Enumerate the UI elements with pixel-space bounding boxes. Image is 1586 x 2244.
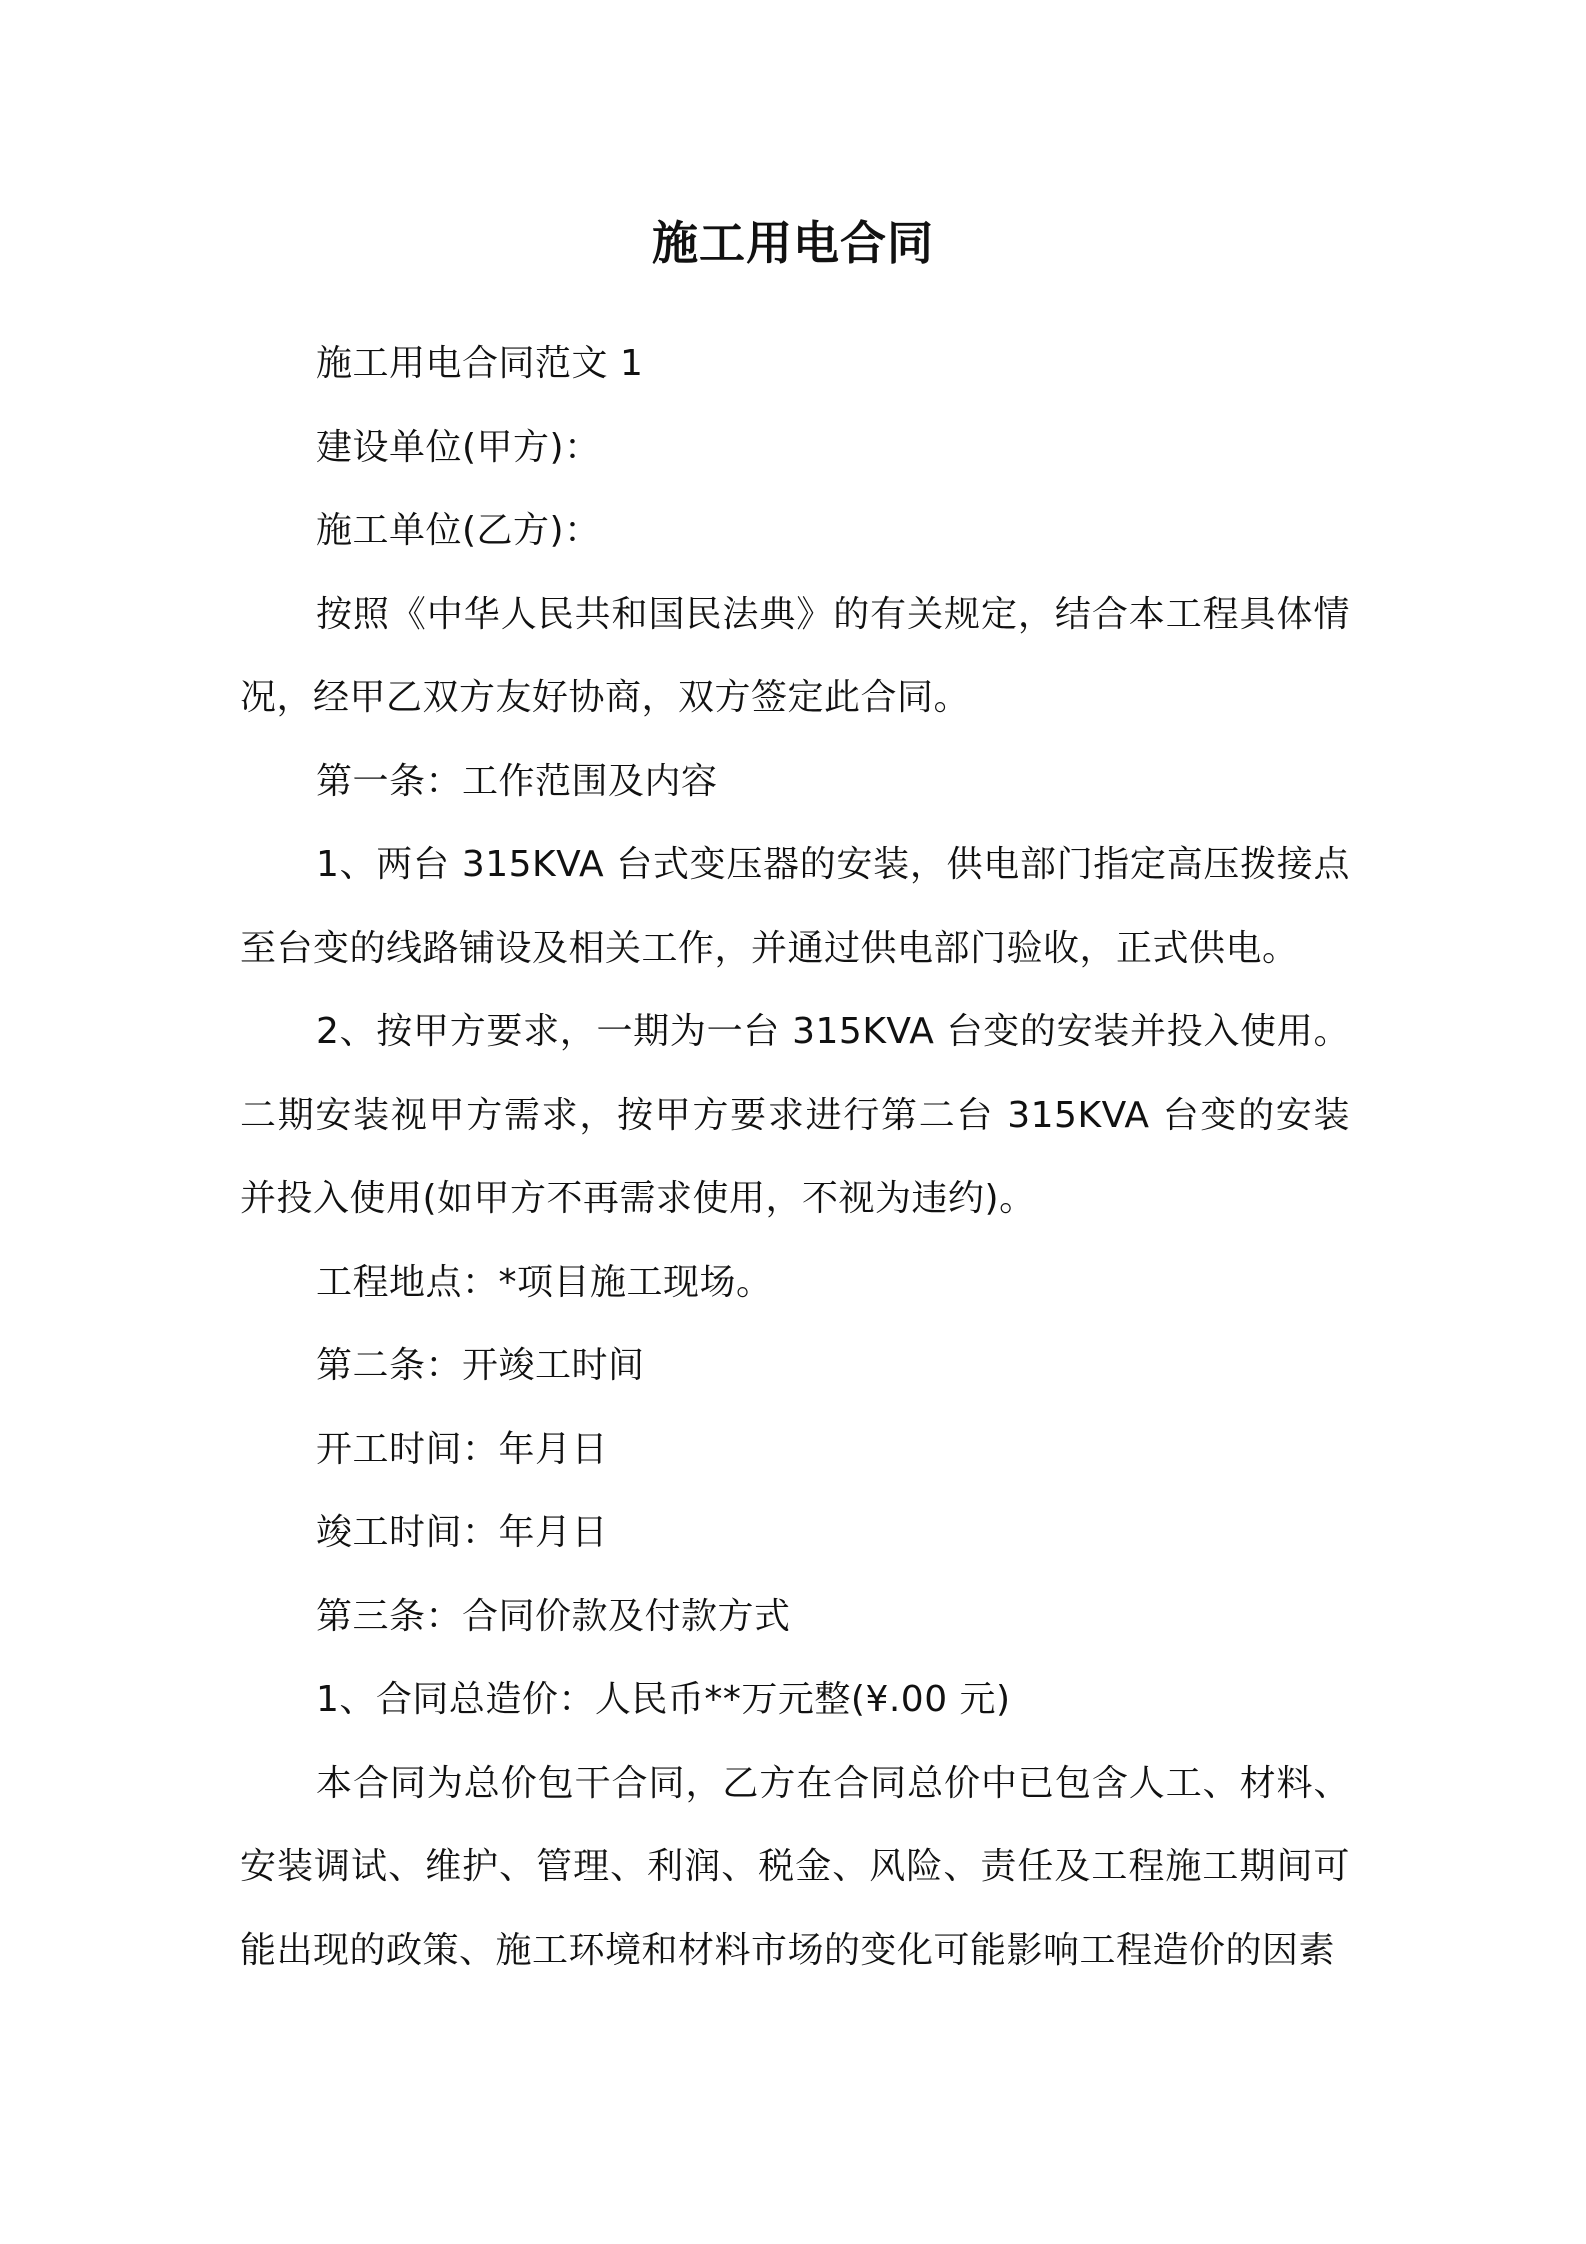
paragraph-preamble: 按照《中华人民共和国民法典》的有关规定，结合本工程具体情况，经甲乙双方友好协商，双方签定此合同。 bbox=[240, 593, 1350, 718]
paragraph-party-b: 施工单位(乙方)： bbox=[316, 510, 601, 551]
paragraph-sample-heading: 施工用电合同范文 1 bbox=[316, 343, 644, 384]
paragraph-project-location: 工程地点：*项目施工现场。 bbox=[316, 1261, 773, 1303]
paragraph-lump-sum-terms: 本合同为总价包干合同，乙方在合同总价中已包含人工、材料、安装调试、维护、管理、利润、税金、风险、责任及工程施工期间可能出现的政策、施工环境和材料市场的变化可能影响工程造价的因素 bbox=[240, 1762, 1350, 1971]
document-title: 施工用电合同 bbox=[652, 216, 934, 270]
paragraph-start-date: 开工时间：年月日 bbox=[316, 1428, 609, 1470]
document-body bbox=[240, 322, 1350, 1992]
paragraph-article-1-item-2: 2、按甲方要求，一期为一台 315KVA 台变的安装并投入使用。二期安装视甲方需求，按甲方要求进行第二台 315KVA 台变的安装并投入使用(如甲方不再需求使用，不视为违约)。 bbox=[240, 1011, 1350, 1219]
paragraph-article-1-item-1: 1、两台 315KVA 台式变压器的安装，供电部门指定高压拨接点至台变的线路铺设及相关工作，并通过供电部门验收，正式供电。 bbox=[240, 844, 1350, 969]
paragraph-party-a: 建设单位(甲方)： bbox=[316, 426, 601, 468]
paragraph-article-2-heading: 第二条：开竣工时间 bbox=[316, 1345, 645, 1386]
paragraph-article-3-heading: 第三条：合同价款及付款方式 bbox=[316, 1595, 791, 1637]
paragraph-article-1-heading: 第一条：工作范围及内容 bbox=[316, 760, 718, 802]
paragraph-total-price: 1、合同总造价：人民币**万元整(¥.00 元) bbox=[316, 1679, 1011, 1720]
paragraph-completion-date: 竣工时间：年月日 bbox=[316, 1512, 609, 1553]
